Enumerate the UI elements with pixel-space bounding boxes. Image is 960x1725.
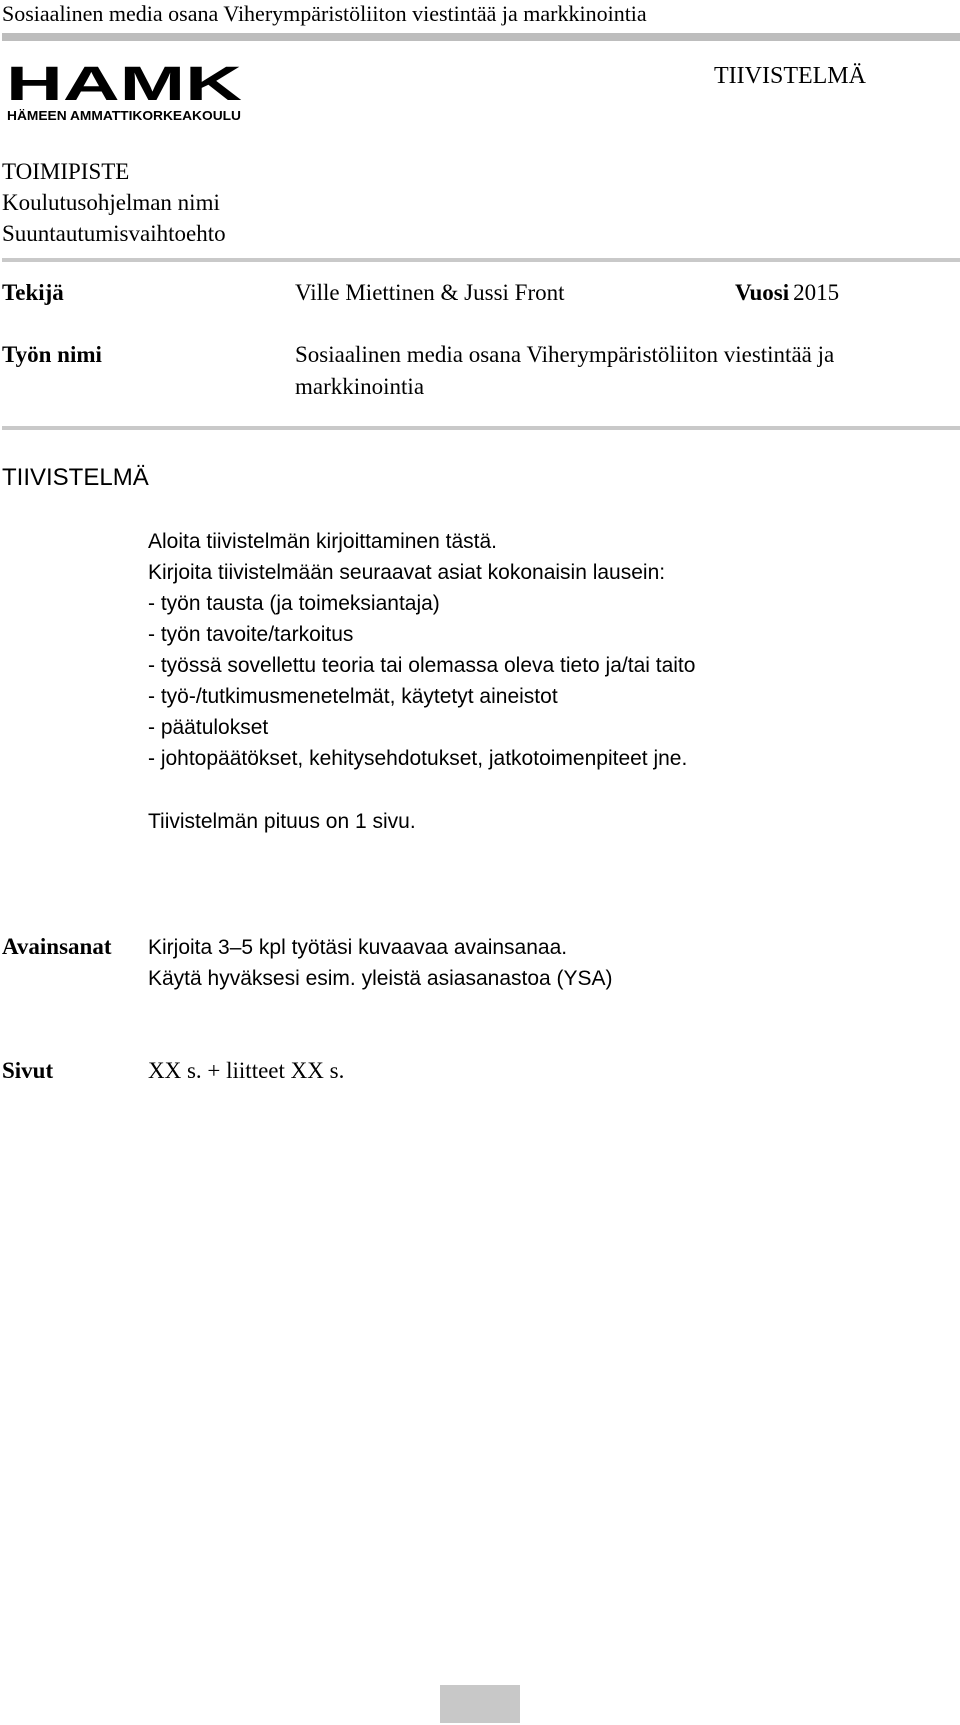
hamk-logo-graphic bbox=[6, 62, 246, 126]
svg-text:HAMK: HAMK bbox=[6, 62, 243, 111]
keywords-label: Avainsanat bbox=[2, 934, 112, 959]
abstract-line: Kirjoita tiivistelmään seuraavat asiat kokonaisin lausein: bbox=[148, 561, 666, 584]
abstract-heading: TIIVISTELMÄ bbox=[2, 464, 149, 491]
abstract-body bbox=[148, 526, 695, 774]
running-header-title: Sosiaalinen media osana Viherympäristöliiton viestintää ja markkinointia bbox=[2, 1, 647, 26]
abstract-line: - johtopäätökset, kehitysehdotukset, jatkotoimenpiteet jne. bbox=[148, 747, 688, 770]
metadata-top-rule bbox=[2, 258, 960, 262]
pages-value: XX s. + liitteet XX s. bbox=[148, 1058, 345, 1083]
keywords-line-1: Kirjoita 3–5 kpl työtäsi kuvaavaa avainsanaa. bbox=[148, 936, 568, 959]
hamk-logo bbox=[6, 62, 246, 126]
header-rule bbox=[2, 33, 960, 41]
svg-text:HÄMEEN AMMATTIKORKEAKOULU: HÄMEEN AMMATTIKORKEAKOULU bbox=[7, 108, 242, 123]
work-title-line-2: markkinointia bbox=[295, 374, 425, 399]
institution-block bbox=[2, 156, 226, 249]
keywords-line-2: Käytä hyväksesi esim. yleistä asiasanastoa (YSA) bbox=[148, 967, 613, 990]
pages-label: Sivut bbox=[2, 1058, 54, 1083]
keywords-text bbox=[148, 932, 613, 994]
unit-name: TOIMIPISTE bbox=[2, 159, 130, 184]
abstract-length-note: Tiivistelmän pituus on 1 sivu. bbox=[148, 810, 416, 833]
metadata-bottom-rule bbox=[2, 426, 960, 430]
year-field bbox=[735, 278, 839, 308]
abstract-line: Aloita tiivistelmän kirjoittaminen tästä. bbox=[148, 530, 497, 553]
document-type-label: TIIVISTELMÄ bbox=[714, 63, 866, 89]
specialisation-name: Suuntautumisvaihtoehto bbox=[2, 221, 226, 246]
author-label: Tekijä bbox=[2, 280, 64, 305]
programme-name: Koulutusohjelman nimi bbox=[2, 190, 220, 215]
author-value: Ville Miettinen & Jussi Front bbox=[295, 280, 565, 305]
abstract-line: - työ-/tutkimusmenetelmät, käytetyt aineistot bbox=[148, 685, 558, 708]
year-value: 2015 bbox=[793, 280, 840, 305]
abstract-line: - työn tavoite/tarkoitus bbox=[148, 623, 354, 646]
work-title-line-1: Sosiaalinen media osana Viherympäristöliiton viestintää ja bbox=[295, 342, 835, 367]
work-title-label: Työn nimi bbox=[2, 342, 102, 367]
abstract-line: - työn tausta (ja toimeksiantaja) bbox=[148, 592, 440, 615]
footer-page-box bbox=[440, 1685, 520, 1723]
abstract-line: - työssä sovellettu teoria tai olemassa oleva tieto ja/tai taito bbox=[148, 654, 696, 677]
abstract-line: - päätulokset bbox=[148, 716, 269, 739]
year-label: Vuosi bbox=[735, 280, 790, 305]
